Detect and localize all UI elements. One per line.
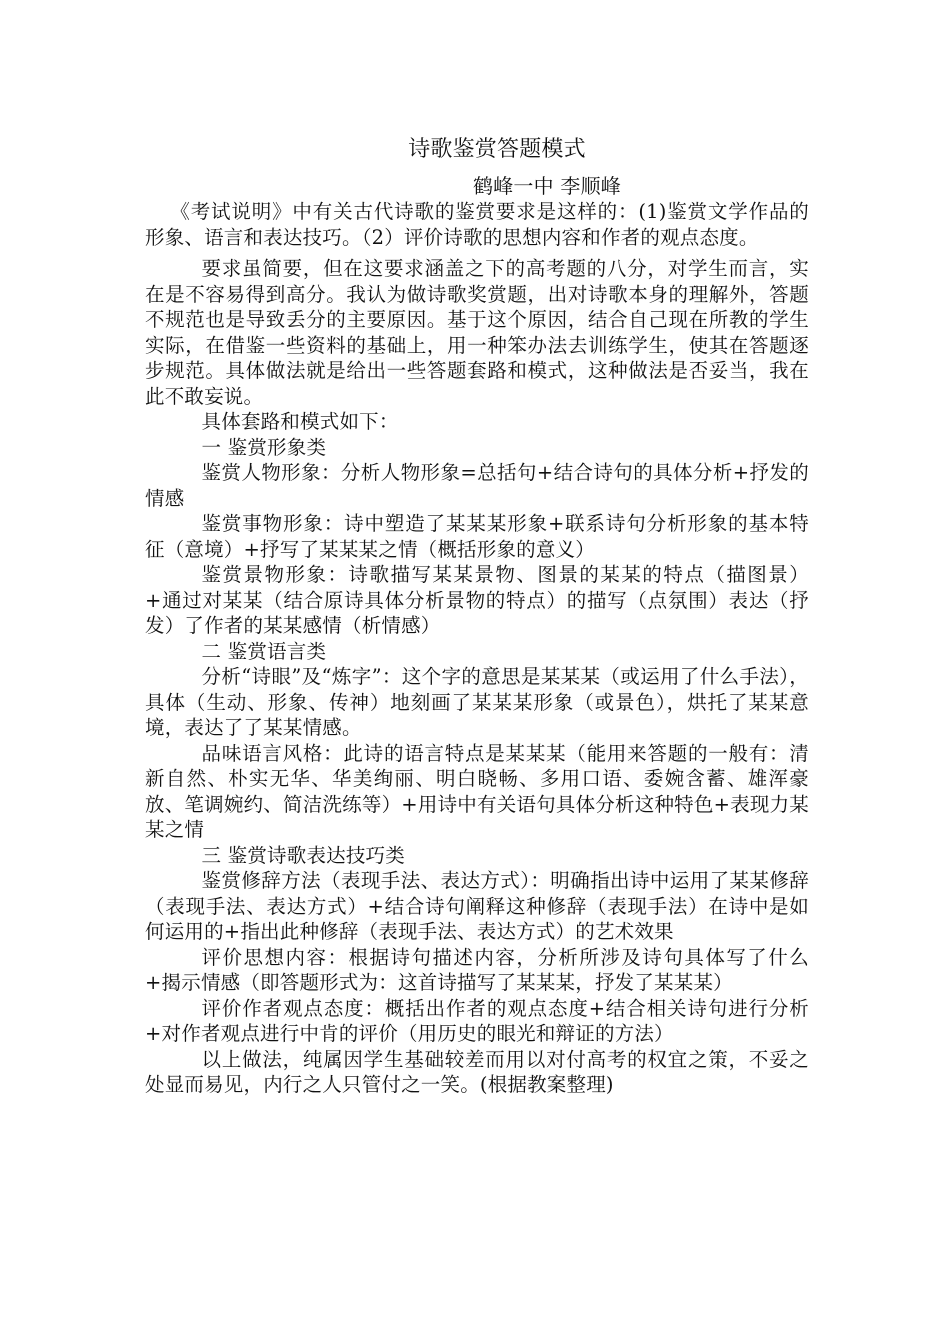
document-body: [145, 133, 809, 1098]
section-heading-image: 一 鉴赏形象类: [201, 435, 327, 459]
paragraph-rhetoric: 鉴赏修辞方法（表现手法、表达方式）：明确指出诗中运用了某某修辞（表现手法、表达方式）+结合诗句阐释这种修辞（表现手法）在诗中是如何运用的+指出此种修辞（表现手法、表达方式）的艺术效果: [145, 869, 809, 943]
section-heading-technique: 三 鉴赏诗歌表达技巧类: [201, 843, 405, 867]
paragraph-poem-eye: 分析“诗眼”及“炼字”：这个字的意思是某某某（或运用了什么手法），具体（生动、形象、传神）地刻画了某某某形象（或景色），烘托了某某意境，表达了了某某情感。: [145, 665, 809, 739]
paragraph-scenery-image: 鉴赏景物形象：诗歌描写某某景物、图景的某某的特点（描图景）+通过对某某（结合原诗具体分析景物的特点）的描写（点氛围）表达（抒发）了作者的某某感情（析情感）: [145, 563, 809, 637]
document-title: 诗歌鉴赏答题模式: [408, 137, 586, 162]
paragraph-method-lead: 具体套路和模式如下：: [201, 410, 399, 433]
section-heading-language: 二 鉴赏语言类: [201, 639, 327, 663]
paragraph-character-image: 鉴赏人物形象：分析人物形象=总括句+结合诗句的具体分析+抒发的情感: [145, 461, 809, 510]
paragraph-conclusion: 以上做法，纯属因学生基础较差而用以对付高考的权宜之策，不妥之处显而易见，内行之人只管付之一笑。(根据教案整理): [145, 1047, 809, 1096]
paragraph-object-image: 鉴赏事物形象：诗中塑造了某某某形象+联系诗句分析形象的基本特征（意境）+抒写了某某某之情（概括形象的意义）: [145, 512, 809, 561]
paragraph-exam-requirements: 《考试说明》中有关古代诗歌的鉴赏要求是这样的：(1)鉴赏文学作品的形象、语言和表达技巧。（2）评价诗歌的思想内容和作者的观点态度。: [145, 200, 809, 249]
paragraph-author-attitude: 评价作者观点态度：概括出作者的观点态度+结合相关诗句进行分析+对作者观点进行中肯的评价（用历史的眼光和辩证的方法）: [145, 996, 809, 1045]
paragraph-language-style: 品味语言风格：此诗的语言特点是某某某（能用来答题的一般有：清新自然、朴实无华、华美绚丽、明白晓畅、多用口语、委婉含蓄、雄浑豪放、笔调婉约、简洁洗练等）+用诗中有关语句具体分析这种特色+表现力某某之情: [145, 741, 809, 841]
paragraph-thought-content: 评价思想内容：根据诗句描述内容，分析所涉及诗句具体写了什么+揭示情感（即答题形式为：这首诗描写了某某某，抒发了某某某）: [145, 945, 809, 994]
document-author: 鹤峰一中 李顺峰: [473, 174, 621, 198]
paragraph-introduction: 要求虽简要，但在这要求涵盖之下的高考题的八分，对学生而言，实在是不容易得到高分。我认为做诗歌奖赏题，出对诗歌本身的理解外，答题不规范也是导致丢分的主要原因。基于这个原因，结合自己现在所教的学生实际，在借鉴一些资料的基础上，用一种笨办法去训练学生，使其在答题逐步规范。具体做法就是给出一些答题套路和模式，这种做法是否妥当，我在此不敢妄说。: [145, 257, 809, 408]
